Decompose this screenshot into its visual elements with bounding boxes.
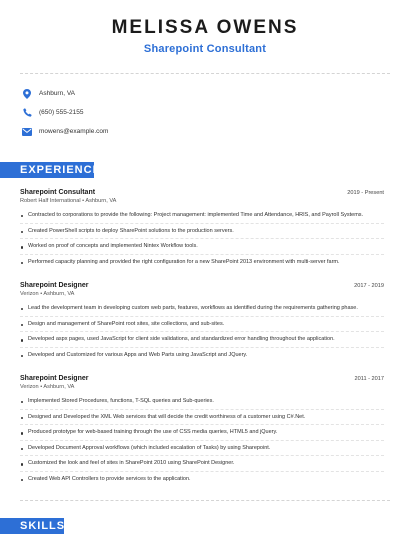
job-entry-3 bbox=[20, 375, 384, 491]
job-bullets bbox=[20, 398, 384, 487]
candidate-name: MELISSA OWENS bbox=[111, 17, 299, 38]
job-dates: 2011 - 2017 bbox=[354, 376, 384, 382]
candidate-role: Sharepoint Consultant bbox=[143, 43, 267, 55]
phone-icon bbox=[22, 108, 32, 118]
contact-location-text: Ashburn, VA bbox=[39, 90, 76, 97]
job-title: Sharepoint Designer bbox=[20, 375, 89, 382]
job-bullet: Design and management of SharePoint root sites, site collections, and sub-sites. bbox=[20, 321, 384, 333]
contact-email bbox=[22, 122, 410, 141]
job-bullet: Designed and Developed the XML Web services that will decide the credit worthiness of a customer using C#.Net. bbox=[20, 414, 384, 426]
resume-header bbox=[0, 0, 410, 55]
job-bullet: Created PowerShell scripts to deploy SharePoint solutions to the production servers. bbox=[20, 228, 384, 240]
contact-phone bbox=[22, 103, 410, 122]
contact-location bbox=[22, 84, 410, 103]
job-company: Verizon • Ashburn, VA bbox=[20, 384, 75, 390]
job-dates: 2019 - Present bbox=[347, 190, 384, 196]
job-bullets bbox=[20, 305, 384, 362]
job-bullet: Worked on proof of concepts and implemented Nintex Workflow tools. bbox=[20, 243, 384, 255]
job-company: Verizon • Ashburn, VA bbox=[20, 291, 75, 297]
job-bullet: Produced prototype for web-based training through the use of CSS media queries, HTML5 and jQuery. bbox=[20, 429, 384, 441]
job-entry-1 bbox=[20, 189, 384, 273]
job-bullet: Lead the development team in developing custom web parts, features, workflows as identified during the requirements gathering phase. bbox=[20, 305, 384, 317]
job-title: Sharepoint Designer bbox=[20, 282, 89, 289]
job-bullets bbox=[20, 212, 384, 269]
job-bullet: Contracted to corporations to provide the following: Project management: implemented Time and Attendance, HRIS, and Payroll Systems. bbox=[20, 212, 384, 224]
job-entry-2 bbox=[20, 282, 384, 366]
experience-heading: EXPERIENCE bbox=[0, 162, 94, 178]
job-bullet: Implemented Stored Procedures, functions, T-SQL queries and Sub-queries. bbox=[20, 398, 384, 410]
job-bullet: Developed Document Approval workflows (which included escalation of Tasks) by using Sharepoint. bbox=[20, 445, 384, 457]
location-pin-icon bbox=[22, 89, 32, 99]
job-company: Robert Half International • Ashburn, VA bbox=[20, 198, 117, 204]
contact-block bbox=[0, 74, 410, 138]
job-bullet: Created Web API Controllers to provide services to the application. bbox=[20, 476, 384, 487]
contact-email-text: mowens@example.com bbox=[39, 128, 109, 135]
job-dates: 2017 - 2019 bbox=[354, 283, 384, 289]
contact-phone-text: (650) 555-2155 bbox=[39, 109, 84, 116]
job-bullet: Performed capacity planning and provided the right configuration for a new SharePoint 2013 environment with multi-server farm. bbox=[20, 259, 384, 270]
job-bullet: Developed aspx pages, used JavaScript for client side validations, and standardized error handling throughout the application. bbox=[20, 336, 384, 348]
job-title: Sharepoint Consultant bbox=[20, 189, 96, 196]
job-bullet: Developed and Customized for various Apps and Web Parts using JavaScript and JQuery. bbox=[20, 352, 384, 363]
section-divider bbox=[20, 500, 390, 501]
email-icon bbox=[22, 127, 32, 137]
job-bullet: Customized the look and feel of sites in SharePoint 2010 using SharePoint Designer. bbox=[20, 460, 384, 472]
skills-heading: SKILLS bbox=[0, 518, 64, 534]
